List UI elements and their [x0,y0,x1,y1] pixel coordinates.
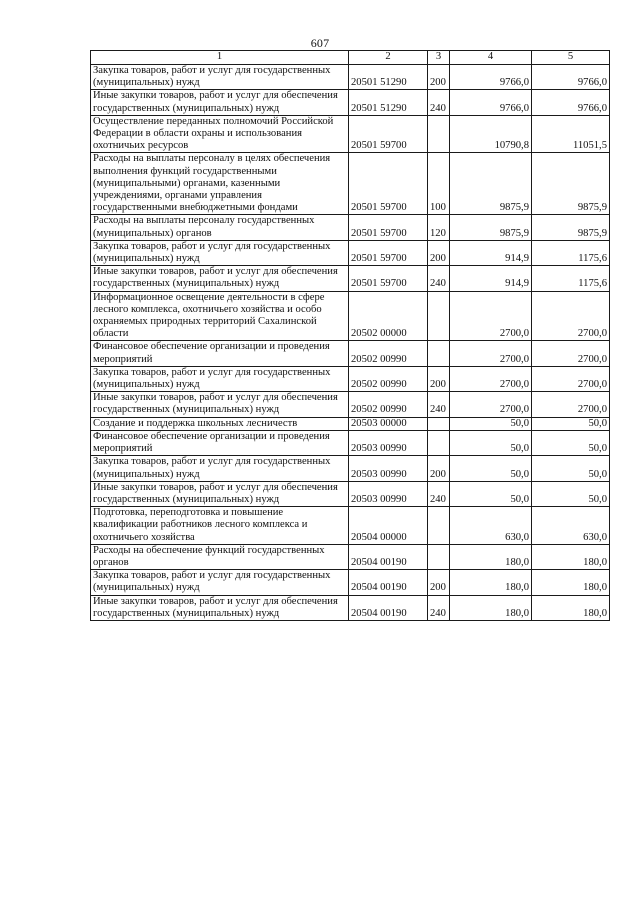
cell-amount-col4: 180,0 [450,544,532,569]
cell-type: 240 [428,90,450,115]
cell-type [428,115,450,153]
cell-amount-col5: 11051,5 [532,115,610,153]
cell-amount-col5: 9875,9 [532,153,610,215]
table-row [91,417,610,430]
cell-amount-col5: 180,0 [532,544,610,569]
table-row [91,115,610,153]
cell-amount-col4: 2700,0 [450,291,532,341]
cell-code: 20501 59700 [349,215,428,240]
cell-type: 100 [428,153,450,215]
cell-type: 200 [428,240,450,265]
cell-amount-col5: 180,0 [532,570,610,595]
table-row [91,392,610,417]
cell-code: 20504 00190 [349,570,428,595]
cell-name: Закупка товаров, работ и услуг для государственных (муниципальных) нужд [91,456,349,481]
table-row [91,341,610,366]
cell-code: 20504 00190 [349,544,428,569]
cell-amount-col4: 50,0 [450,456,532,481]
table-row [91,240,610,265]
cell-name: Иные закупки товаров, работ и услуг для обеспечения государственных (муниципальных) нужд [91,481,349,506]
cell-code: 20503 00990 [349,430,428,455]
cell-amount-col4: 2700,0 [450,392,532,417]
cell-amount-col5: 50,0 [532,417,610,430]
header-col-3: 3 [428,51,450,65]
cell-type: 240 [428,595,450,620]
cell-amount-col5: 2700,0 [532,366,610,391]
cell-amount-col4: 2700,0 [450,366,532,391]
table-row [91,266,610,291]
table-row [91,90,610,115]
header-col-1: 1 [91,51,349,65]
cell-name: Закупка товаров, работ и услуг для государственных (муниципальных) нужд [91,65,349,90]
cell-type: 240 [428,481,450,506]
table-row [91,291,610,341]
cell-type [428,544,450,569]
cell-name: Расходы на обеспечение функций государственных органов [91,544,349,569]
header-col-4: 4 [450,51,532,65]
cell-amount-col4: 914,9 [450,266,532,291]
cell-amount-col4: 2700,0 [450,341,532,366]
table-row [91,570,610,595]
cell-amount-col4: 50,0 [450,481,532,506]
cell-type: 200 [428,570,450,595]
cell-amount-col4: 9875,9 [450,215,532,240]
cell-amount-col4: 180,0 [450,570,532,595]
cell-type [428,507,450,545]
cell-code: 20501 59700 [349,153,428,215]
table-row [91,481,610,506]
header-col-5: 5 [532,51,610,65]
cell-amount-col4: 9766,0 [450,65,532,90]
cell-code: 20501 59700 [349,115,428,153]
cell-amount-col5: 180,0 [532,595,610,620]
table-row [91,595,610,620]
cell-name: Информационное освещение деятельности в сфере лесного комплекса, охотничьего хозяйства и особо охраняемых природных территорий Сахалинской области [91,291,349,341]
cell-amount-col5: 9875,9 [532,215,610,240]
cell-type: 240 [428,392,450,417]
cell-amount-col4: 630,0 [450,507,532,545]
table-row [91,366,610,391]
table-row [91,65,610,90]
cell-name: Создание и поддержка школьных лесничеств [91,417,349,430]
cell-name: Иные закупки товаров, работ и услуг для обеспечения государственных (муниципальных) нужд [91,266,349,291]
table-row [91,153,610,215]
cell-code: 20503 00000 [349,417,428,430]
cell-name: Финансовое обеспечение организации и проведения мероприятий [91,341,349,366]
table-row [91,215,610,240]
cell-amount-col5: 2700,0 [532,291,610,341]
cell-code: 20503 00990 [349,481,428,506]
cell-type: 200 [428,456,450,481]
cell-code: 20501 51290 [349,90,428,115]
cell-code: 20501 51290 [349,65,428,90]
table-row [91,544,610,569]
cell-amount-col5: 1175,6 [532,266,610,291]
cell-amount-col5: 9766,0 [532,65,610,90]
cell-code: 20504 00000 [349,507,428,545]
cell-name: Закупка товаров, работ и услуг для государственных (муниципальных) нужд [91,240,349,265]
cell-amount-col4: 180,0 [450,595,532,620]
cell-amount-col5: 50,0 [532,430,610,455]
cell-code: 20501 59700 [349,240,428,265]
cell-name: Расходы на выплаты персоналу в целях обеспечения выполнения функций государственными (муниципальными) органами, казенными учреждениями, органами управления государственными внебюджетными фондами [91,153,349,215]
cell-type [428,430,450,455]
table-row [91,507,610,545]
cell-amount-col4: 10790,8 [450,115,532,153]
budget-table [90,50,610,621]
cell-code: 20502 00000 [349,291,428,341]
cell-code: 20502 00990 [349,366,428,391]
cell-code: 20501 59700 [349,266,428,291]
cell-amount-col5: 50,0 [532,456,610,481]
header-col-2: 2 [349,51,428,65]
cell-name: Иные закупки товаров, работ и услуг для обеспечения государственных (муниципальных) нужд [91,595,349,620]
cell-type: 240 [428,266,450,291]
cell-name: Закупка товаров, работ и услуг для государственных (муниципальных) нужд [91,366,349,391]
cell-type: 200 [428,65,450,90]
cell-amount-col4: 50,0 [450,430,532,455]
cell-name: Расходы на выплаты персоналу государственных (муниципальных) органов [91,215,349,240]
header-row [91,51,610,65]
cell-type [428,417,450,430]
cell-type [428,291,450,341]
cell-code: 20503 00990 [349,456,428,481]
cell-amount-col4: 9766,0 [450,90,532,115]
cell-code: 20502 00990 [349,341,428,366]
cell-name: Финансовое обеспечение организации и проведения мероприятий [91,430,349,455]
cell-type: 200 [428,366,450,391]
cell-amount-col4: 9875,9 [450,153,532,215]
cell-name: Иные закупки товаров, работ и услуг для обеспечения государственных (муниципальных) нужд [91,392,349,417]
cell-code: 20504 00190 [349,595,428,620]
cell-name: Осуществление переданных полномочий Российской Федерации в области охраны и использования охотничьих ресурсов [91,115,349,153]
cell-name: Подготовка, переподготовка и повышение квалификации работников лесного комплекса и охотничьего хозяйства [91,507,349,545]
table-row [91,430,610,455]
cell-name: Иные закупки товаров, работ и услуг для обеспечения государственных (муниципальных) нужд [91,90,349,115]
cell-amount-col5: 9766,0 [532,90,610,115]
cell-code: 20502 00990 [349,392,428,417]
cell-amount-col5: 2700,0 [532,392,610,417]
cell-amount-col4: 914,9 [450,240,532,265]
cell-amount-col5: 630,0 [532,507,610,545]
cell-amount-col4: 50,0 [450,417,532,430]
cell-type [428,341,450,366]
table-row [91,456,610,481]
cell-type: 120 [428,215,450,240]
cell-name: Закупка товаров, работ и услуг для государственных (муниципальных) нужд [91,570,349,595]
page-number: 607 [310,36,330,50]
cell-amount-col5: 2700,0 [532,341,610,366]
cell-amount-col5: 50,0 [532,481,610,506]
cell-amount-col5: 1175,6 [532,240,610,265]
